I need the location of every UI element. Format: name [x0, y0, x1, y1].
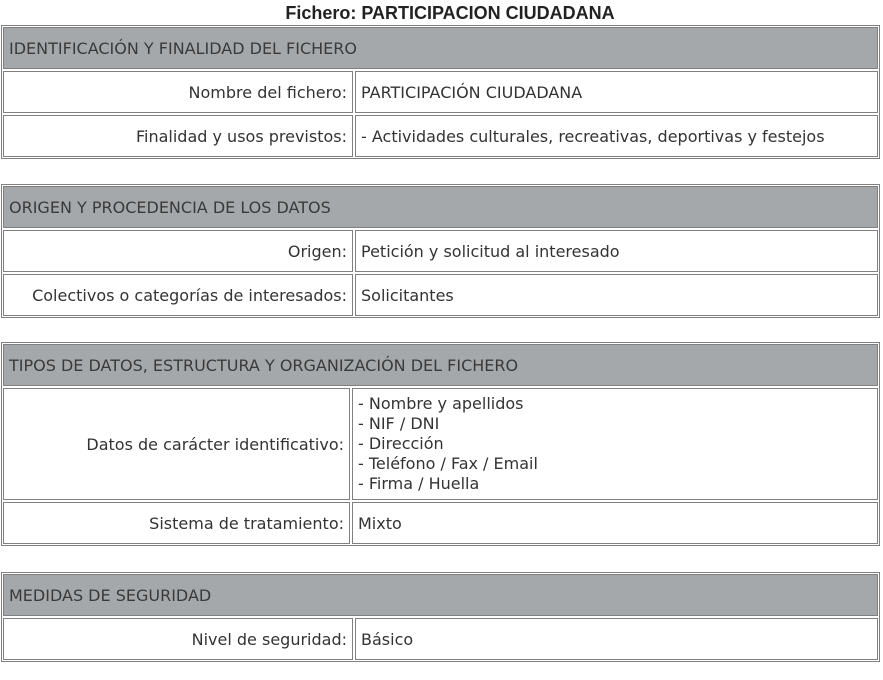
section-origen: [1, 184, 880, 318]
field-label: Nivel de seguridad:: [3, 618, 353, 660]
section-identificacion: [1, 25, 880, 159]
field-label: Datos de carácter identificativo:: [3, 388, 350, 500]
field-value: PARTICIPACIÓN CIUDADANA: [355, 71, 878, 113]
field-value: Petición y solicitud al interesado: [355, 230, 878, 272]
field-label: Origen:: [3, 230, 353, 272]
field-value: Mixto: [352, 502, 878, 544]
list-item: - Teléfono / Fax / Email: [358, 454, 538, 473]
section-header: ORIGEN Y PROCEDENCIA DE LOS DATOS: [3, 186, 878, 228]
list-item: - Firma / Huella: [358, 474, 480, 493]
list-item: - Dirección: [358, 434, 444, 453]
section-header: MEDIDAS DE SEGURIDAD: [3, 574, 878, 616]
field-label: Colectivos o categorías de interesados:: [3, 274, 353, 316]
field-label: Nombre del fichero:: [3, 71, 353, 113]
list-item: - NIF / DNI: [358, 414, 440, 433]
field-value: Básico: [355, 618, 878, 660]
section-header: TIPOS DE DATOS, ESTRUCTURA Y ORGANIZACIÓN DEL FICHERO: [3, 344, 878, 386]
section-medidas-seguridad: [1, 572, 880, 662]
page-title: Fichero: PARTICIPACION CIUDADANA: [285, 3, 615, 23]
field-value: Solicitantes: [355, 274, 878, 316]
section-tipos-datos: [1, 342, 880, 546]
field-value: - Actividades culturales, recreativas, deportivas y festejos: [355, 115, 878, 157]
field-label: Sistema de tratamiento:: [3, 502, 350, 544]
section-header: IDENTIFICACIÓN Y FINALIDAD DEL FICHERO: [3, 27, 878, 69]
field-label: Finalidad y usos previstos:: [3, 115, 353, 157]
field-value-list: [352, 388, 878, 500]
list-item: - Nombre y apellidos: [358, 394, 524, 413]
